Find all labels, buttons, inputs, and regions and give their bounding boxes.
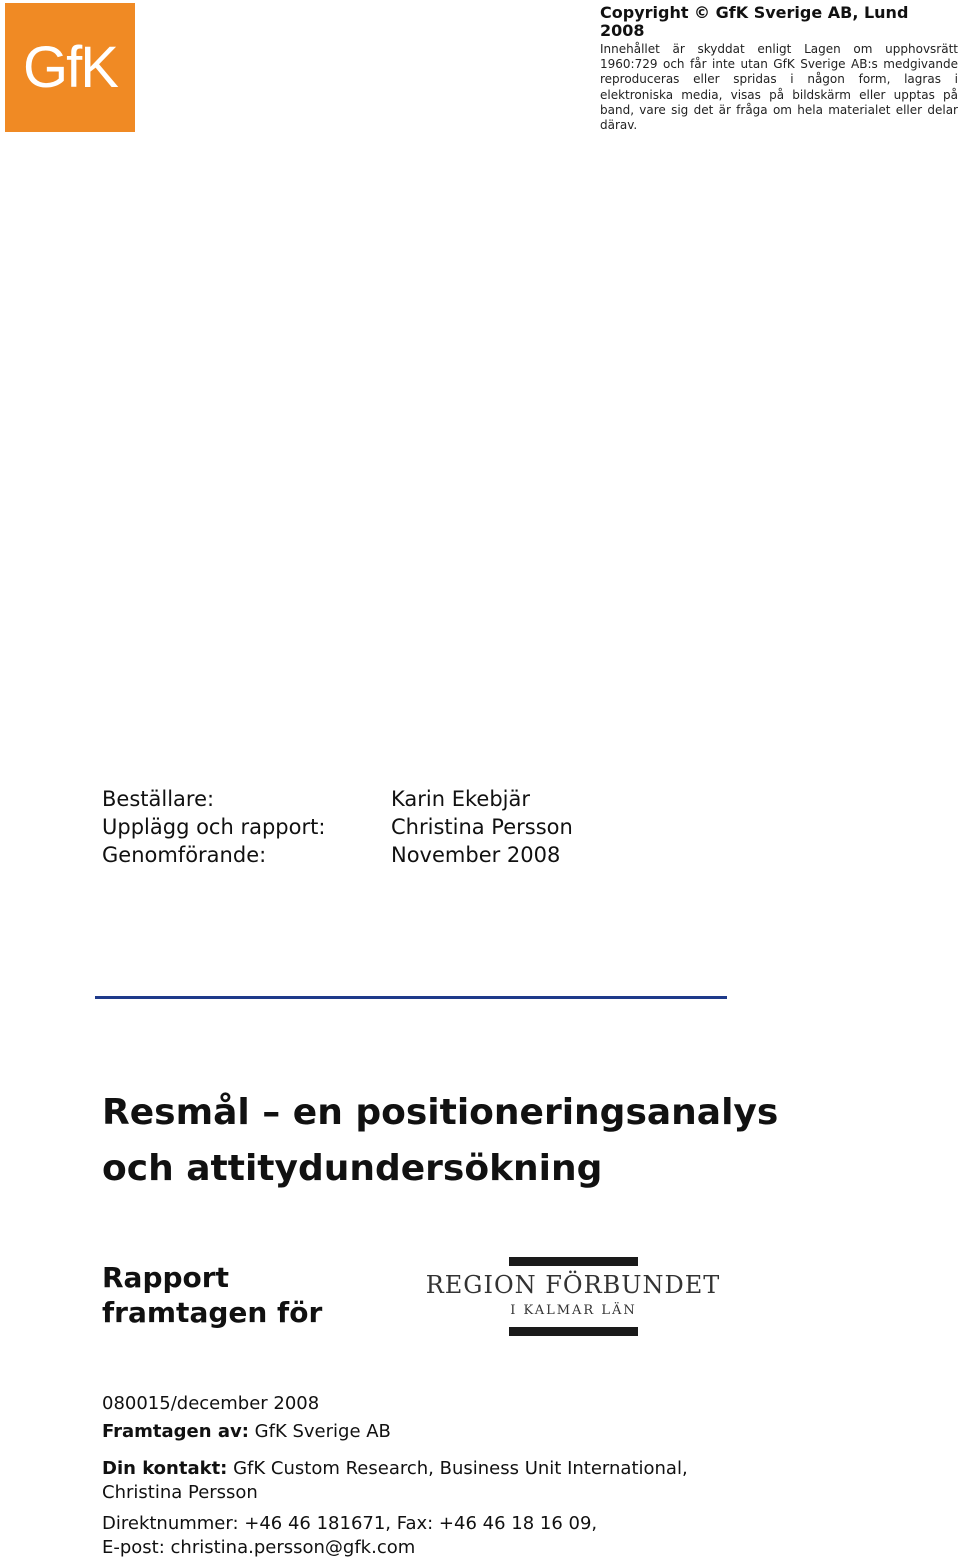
contact-email: E-post: christina.persson@gfk.com [102, 1537, 416, 1558]
contact-phone: Direktnummer: +46 46 181671, Fax: +46 46 18 16 09, [102, 1513, 598, 1534]
meta-row-author [102, 813, 573, 841]
meta-value: Christina Persson [391, 815, 573, 839]
report-reference: 080015/december 2008 [102, 1393, 320, 1414]
report-meta [102, 785, 573, 869]
prepared-for-line1: Rapport [102, 1261, 229, 1294]
contact-value: GfK Custom Research, Business Unit International, [227, 1458, 688, 1479]
contact-name: Christina Persson [102, 1482, 258, 1503]
meta-row-client [102, 785, 573, 813]
prepared-for-line2: framtagen för [102, 1296, 323, 1329]
gfk-logo [5, 3, 135, 132]
logo-bar-top [509, 1257, 638, 1266]
contact-label: Din kontakt: [102, 1458, 228, 1479]
report-title-line2: och attitydundersökning [102, 1148, 603, 1189]
contact [102, 1457, 802, 1481]
report-title-line1: Resmål – en positioneringsanalys [102, 1092, 779, 1133]
meta-value: November 2008 [391, 843, 561, 867]
gfk-logo-text: GfK [23, 34, 117, 100]
regionforbundet-logo [423, 1257, 723, 1337]
made-by-value: GfK Sverige AB [248, 1421, 391, 1442]
logo-bar-bottom [509, 1327, 638, 1336]
report-title [102, 1085, 862, 1197]
meta-row-date [102, 841, 573, 869]
client-logo-sub: I KALMAR LÄN [510, 1303, 637, 1318]
prepared-for-label [102, 1260, 322, 1330]
meta-label: Genomförande: [102, 843, 267, 867]
client-logo-name: REGION FÖRBUNDET [425, 1271, 721, 1299]
meta-label: Beställare: [102, 787, 215, 811]
made-by-label: Framtagen av: [102, 1421, 249, 1442]
copyright-text: Innehållet är skyddat enligt Lagen om upphovsrätt 1960:729 och får inte utan GfK Sverige AB:s medgivande reproduceras eller spridas i någon form, lagras i elektroniska media, visas på bildskärm eller upptas på band, vare sig det är fråga om hela materialet eller delar därav. [600, 42, 958, 133]
report-footer [102, 1392, 802, 1560]
meta-label: Upplägg och rapport: [102, 815, 326, 839]
made-by [102, 1420, 802, 1444]
copyright-title: Copyright © GfK Sverige AB, Lund 2008 [600, 3, 909, 40]
copyright-notice [600, 4, 958, 133]
title-divider [95, 996, 727, 999]
meta-value: Karin Ekebjär [391, 787, 530, 811]
